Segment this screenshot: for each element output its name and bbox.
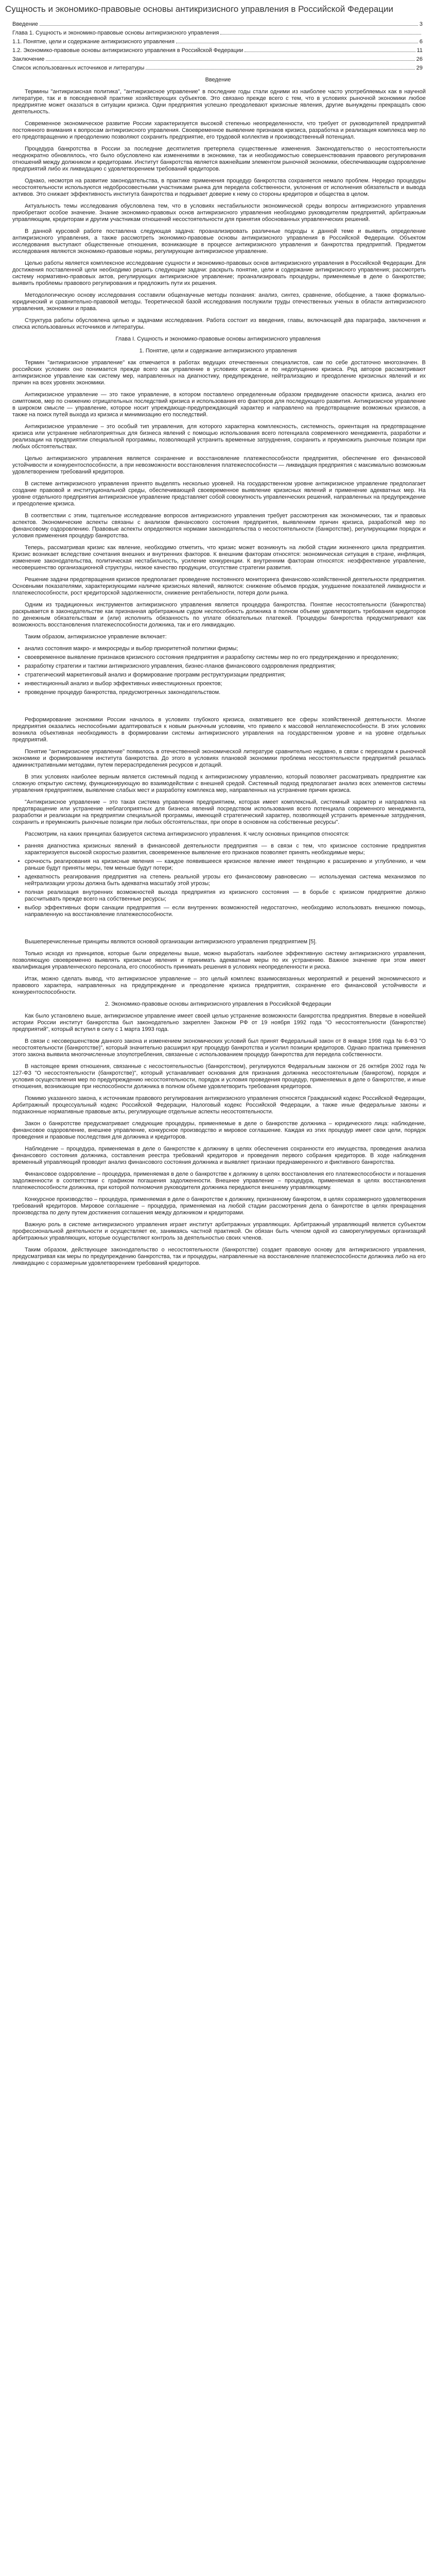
toc-entry-page: 11 (416, 47, 423, 54)
paragraph: "Антикризисное управление – это такая система управления предприятием, которая имеет комплексный, системный характер и направлена на предотвращение или устранение неблагоприятных для бизнеса явлений посредством использования всего потенциала современного менеджмента, разработки и реализации на предприятии специальной программы, имеющей стратегический характер, позволяющей устранить временные затруднения, сохранить и преумножить рыночные позиции при любых обстоятельствах, при опоре в основном на собственные ресурсы". (12, 799, 426, 825)
list-item: • ранняя диагностика кризисных явлений в финансовой деятельности предприятия — в связи с тем, что кризисное состояние предприятия характеризуется высокой скоростью развития, своевременное выявление его признаков позволяет принять необходимые меры; (25, 843, 426, 856)
toc-entry-text: Заключение (12, 56, 45, 62)
bullet-list (25, 843, 426, 918)
paragraph: В настоящее время отношения, связанные с несостоятельностью (банкротством), регулируются Федеральным законом от 26 октября 2002 года № 127-ФЗ "О несостоятельности (банкротстве)", который устанавливает основания для признания должника несостоятельным (банкротом), порядок и условия осуществления мер по предупреждению несостоятельности, порядок и условия проведения процедур, применяемых в деле о банкротстве, и иные отношения, возникающие при неспособности должника в полном объеме удовлетворить требования кредиторов. (12, 1063, 426, 1090)
paragraph: Вышеперечисленные принципы являются основой организации антикризисного управления предприятием [5]. (25, 939, 317, 945)
paragraph: Итак, можно сделать вывод, что антикризисное управление – это целый комплекс взаимосвязанных мероприятий и решений экономического и правового характера, направленных на предупреждение и преодоление кризиса предприятия, сохранение его финансовой устойчивости и конкурентоспособности. (12, 976, 426, 995)
toc-leader (46, 60, 414, 61)
document-title: Сущность и экономико-правовые основы антикризисного управления в Российской Федерации (5, 4, 394, 14)
toc-entry-text: 1.2. Экономико-правовые основы антикризисного управления в Российской Федерации (12, 47, 243, 54)
table-of-contents (12, 21, 423, 72)
paragraph: Решение задачи предотвращения кризисов предполагает проведение постоянного мониторинга финансово-хозяйственной деятельности предприятия. Основными показателями, характеризующими наличие кризисных явлений, являются: снижение объемов продаж, ухудшение показателей ликвидности и платежеспособности, рост кредиторской задолженности, снижение рентабельности, потеря доли рынка. (12, 577, 426, 596)
paragraph: Важную роль в системе антикризисного управления играет институт арбитражных управляющих. Арбитражный управляющий является субъектом профессиональной деятельности и осуществляет ее, занимаясь частной практикой. Он обязан быть членом одной из саморегулируемых организаций арбитражных управляющих, которые осуществляют контроль за деятельностью своих членов. (12, 1222, 426, 1241)
list-item: • анализ состояния макро- и микросреды и выбор приоритетной политики фирмы; (25, 646, 426, 652)
chapter-heading: Глава I. Сущность и экономико-правовые основы антикризисного управления (115, 336, 321, 342)
paragraph: Финансовое оздоровление – процедура, применяемая в деле о банкротстве к должнику в целях восстановления его платежеспособности и погашения задолженности в соответствии с графиком погашения задолженности. Внешнее управление – процедура, применяемая в целях восстановления платежеспособности должника, при которой полномочия руководителя должника передаются внешнему управляющему. (12, 1171, 426, 1191)
document-page (0, 0, 436, 1267)
paragraph: Структура работы обусловлена целью и задачами исследования. Работа состоит из введения, главы, включающей два параграфа, заключения и списка использованных источников и литературы. (12, 317, 426, 330)
list-item: • выбор эффективных форм санации предприятия — если внутренних возможностей недостаточно, необходимо использовать внешнюю помощь, направленную на восстановление платежеспособности. (25, 905, 426, 918)
list-item: • срочность реагирования на кризисные явления — каждое появившееся кризисное явление имеет тенденцию к расширению и углублению, и чем раньше будут приняты меры, тем меньше будут потери; (25, 858, 426, 872)
paragraph: Закон о банкротстве предусматривает следующие процедуры, применяемые в деле о банкротстве должника – юридического лица: наблюдение, финансовое оздоровление, внешнее управление, конкурсное производство и мировое соглашение. Каждая из этих процедур имеет свои цели, порядок проведения и правовые последствия для должника и кредиторов. (12, 1121, 426, 1140)
toc-entry-text: Глава 1. Сущность и экономико-правовые основы антикризисного управления (12, 30, 219, 36)
bullet-list (25, 646, 426, 696)
toc-leader (220, 34, 421, 35)
paragraph: Антикризисное управление – это особый тип управления, для которого характерна комплексность, системность, ориентация на предотвращение кризиса или устранение неблагоприятных для бизнеса явлений с помощью использования всего потенциала современного менеджмента, разработки и реализации на предприятии специальной программы, позволяющей устранить временные затруднения, сохранить и преумножить рыночные позиции при любых обстоятельствах. (12, 423, 426, 450)
list-item: • разработку стратегии и тактики антикризисного управления, бизнес-планов финансового оздоровления предприятия; (25, 663, 426, 670)
section-heading: 1. Понятие, цели и содержание антикризисного управления (139, 348, 297, 354)
toc-entry-text: Список использованных источников и литературы (12, 65, 145, 71)
toc-entry-page: 29 (416, 65, 423, 71)
toc-entry[interactable] (12, 47, 423, 54)
paragraph: Современное экономическое развитие России характеризуется высокой степенью неопределенности, что требует от руководителей предприятий постоянного внимания к вопросам антикризисного управления. Своевременное выявление признаков кризиса, разработка и реализация комплекса мер по его предотвращению и преодолению позволяют сохранить предприятие, его трудовой коллектив и производственный потенциал. (12, 121, 426, 140)
paragraph: Помимо указанного закона, к источникам правового регулирования антикризисного управления относятся Гражданский кодекс Российской Федерации, Арбитражный процессуальный кодекс Российской Федерации, Налоговый кодекс Российской Федерации, а также иные федеральные законы и подзаконные нормативные правовые акты, регулирующие отдельные аспекты несостоятельности. (12, 1095, 426, 1115)
paragraph: Одним из традиционных инструментов антикризисного управления является процедура банкротства. Понятие несостоятельности (банкротства) раскрывается в законодательстве как признанная арбитражным судом неспособность должника в полном объеме удовлетворить требования кредиторов по денежным обязательствам и (или) исполнить обязанность по уплате обязательных платежей. Процедуры банкротства предусматривают как возможность восстановления платежеспособности должника, так и его ликвидацию. (12, 602, 426, 628)
toc-entry-text: Введение (12, 21, 38, 27)
list-item: • полная реализация внутренних возможностей выхода предприятия из кризисного состояния — в борьбе с кризисом предприятие должно рассчитывать прежде всего на собственные ресурсы; (25, 889, 426, 903)
paragraph: Методологическую основу исследования составили общенаучные методы познания: анализ, синтез, сравнение, обобщение, а также формально-юридический и сравнительно-правовой методы. Теоретической базой исследования послужили труды отечественных ученых в области антикризисного управления, экономики и права. (12, 292, 426, 312)
toc-entry[interactable] (12, 56, 423, 63)
paragraph: Рассмотрим, на каких принципах базируется система антикризисного управления. К числу основных принципов относятся: (25, 831, 350, 837)
paragraph: Наблюдение – процедура, применяемая в деле о банкротстве к должнику в целях обеспечения сохранности его имущества, проведения анализа финансового состояния должника, составления реестра требований кредиторов и проведения первого собрания кредиторов. В ходе наблюдения временный управляющий проводит анализ финансового состояния должника и выявляет признаки преднамеренного и фиктивного банкротства. (12, 1146, 426, 1165)
paragraph: Термин "антикризисное управление" как отмечается в работах ведущих отечественных специалистов, сам по себе достаточно многозначен. В российских условиях оно понимается прежде всего как управление в условиях кризиса и по недопущению кризиса. Ряд авторов рассматривают антикризисное управление как систему мер, направленных на диагностику, предупреждение, нейтрализацию и преодоление кризисных явлений и их причин на всех уровнях экономики. (12, 360, 426, 386)
toc-entry-page: 3 (419, 21, 423, 27)
paragraph: В этих условиях наиболее верным является системный подход к антикризисному управлению, который позволяет рассматривать предприятие как сложную открытую систему, функционирующую во взаимодействии с внешней средой. Системный подход предполагает анализ всех элементов системы управления предприятием, выявление слабых мест и разработку комплекса мер, направленных на устранение причин кризиса. (12, 774, 426, 793)
list-item: • стратегический маркетинговый анализ и формирование программ реструктуризации предприятия; (25, 672, 426, 679)
toc-leader (146, 69, 414, 70)
toc-entry[interactable] (12, 21, 423, 28)
paragraph: Только исходя из принципов, которые были определены выше, можно выработать наиболее эффективную систему антикризисного управления, позволяющую своевременно выявлять кризисные явления и принимать адекватные меры по их устранению. Важное значение при этом имеет квалификация управленческого персонала, его способность принимать решения в условиях неопределенности и риска. (12, 951, 426, 970)
paragraph: Как было установлено выше, антикризисное управление имеет своей целью устранение возможности банкротства предприятия. Впервые в новейшей истории России институт банкротства был законодательно закреплен Законом РФ от 19 ноября 1992 года "О несостоятельности (банкротстве) предприятий", который вступил в силу с 1 марта 1993 года. (12, 1013, 426, 1032)
list-item: • своевременное выявление признаков кризисного состояния предприятия и разработку системы мер по его предупреждению и преодолению; (25, 654, 426, 661)
spacer (4, 701, 432, 717)
intro-heading: Введение (205, 77, 231, 83)
paragraph: В связи с несовершенством данного закона и изменением экономических условий был принят Федеральный закон от 8 января 1998 года № 6-ФЗ "О несостоятельности (банкротстве)", который значительно расширил круг процедур банкротства и усилил позиции кредиторов. Однако практика применения этого закона выявила многочисленные злоупотребления, связанные с использованием процедур банкротства для передела собственности. (12, 1038, 426, 1058)
paragraph: Актуальность темы исследования обусловлена тем, что в условиях нестабильности экономической среды вопросы антикризисного управления приобретают особое значение. Знание экономико-правовых основ антикризисного управления необходимо руководителям предприятий, арбитражным управляющим, кредиторам и другим участникам отношений несостоятельности для принятия обоснованных управленческих решений. (12, 203, 426, 223)
paragraph: Антикризисное управление — это такое управление, в котором поставлено определенным образом предвидение опасности кризиса, анализ его симптомов, мер по снижению отрицательных последствий кризиса и использования его факторов для последующего развития. Антикризисное управление в широком смысле — управление, которое носит упреждающе-предупреждающий характер и направлено на предотвращение возможных кризисов, а также на поиск путей выхода из кризиса и минимизацию его последствий. (12, 392, 426, 418)
paragraph: Процедура банкротства в России за последние десятилетия претерпела существенные изменения. Законодательство о несостоятельности неоднократно обновлялось, что было обусловлено как изменениями в экономике, так и необходимостью совершенствования правового регулирования отношений между должником и кредиторами. Институт банкротства является важнейшим элементом рыночной экономики, обеспечивающим оздоровление предприятий либо их ликвидацию с удовлетворением требований кредиторов. (12, 146, 426, 172)
list-item: • инвестиционный анализ и выбор эффективных инвестиционных проектов; (25, 681, 426, 687)
paragraph: В системе антикризисного управления принято выделять несколько уровней. На государственном уровне антикризисное управление предполагает создание правовой и институциональной среды, обеспечивающей своевременное выявление кризисных явлений и применение адекватных мер. На уровне отдельного предприятия антикризисное управление представляет собой совокупность управленческих решений, направленных на предупреждение и преодоление кризиса. (12, 481, 426, 507)
paragraph: Однако, несмотря на развитие законодательства, в практике применения процедур банкротства сохраняется немало проблем. Нередко процедуры несостоятельности используются недобросовестными участниками рынка для передела собственности, уклонения от исполнения обязательств и вывода активов. Это снижает эффективность института банкротства и подрывает доверие к нему со стороны кредиторов и общества в целом. (12, 178, 426, 197)
paragraph: В соответствии с этим, тщательное исследование вопросов антикризисного управления требует рассмотрения как экономических, так и правовых аспектов. Экономические аспекты связаны с анализом финансового состояния предприятия, выявлением причин кризиса, разработкой мер по финансовому оздоровлению. Правовые аспекты определяются нормами законодательства о несостоятельности (банкротстве), регулирующими порядок и условия применения процедур банкротства. (12, 513, 426, 539)
paragraph: Целью антикризисного управления является сохранение и восстановление платежеспособности предприятия, обеспечение его финансовой устойчивости и конкурентоспособности, а при невозможности восстановления платежеспособности — ликвидация предприятия с максимально возможным удовлетворением требований кредиторов. (12, 455, 426, 475)
toc-entry-page: 26 (416, 56, 423, 62)
list-item: • проведение процедур банкротства, предусмотренных законодательством. (25, 689, 426, 696)
paragraph: В данной курсовой работе поставлена следующая задача: проанализировать различные подходы к данной теме и выявить определение антикризисного управления, а также рассмотреть экономико-правовые основы антикризисного управления в Российской Федерации. Объектом исследования выступают общественные отношения, возникающие в процессе антикризисного управления и банкротства предприятий. Предметом исследования являются экономико-правовые нормы, регулирующие антикризисное управление. (12, 228, 426, 255)
paragraph: Целью работы является комплексное исследование сущности и экономико-правовых основ антикризисного управления в Российской Федерации. Для достижения поставленной цели необходимо решить следующие задачи: раскрыть понятие, цели и содержание антикризисного управления; рассмотреть систему нормативно-правовых актов, регулирующих антикризисное управление; проанализировать процедуры, применяемые в деле о банкротстве; выявить проблемы правового регулирования и предложить пути их решения. (12, 260, 426, 286)
paragraph: Конкурсное производство – процедура, применяемая в деле о банкротстве к должнику, признанному банкротом, в целях соразмерного удовлетворения требований кредиторов. Мировое соглашение – процедура, применяемая на любой стадии рассмотрения дела о банкротстве в целях прекращения производства по делу путем достижения соглашения между должником и кредиторами. (12, 1196, 426, 1216)
paragraph: Таким образом, действующее законодательство о несостоятельности (банкротстве) создает правовую основу для антикризисного управления, предусматривая как меры по предупреждению банкротства, так и процедуры, направленные на восстановление платежеспособности должника либо на его ликвидацию с соразмерным удовлетворением требований кредиторов. (12, 1247, 426, 1266)
paragraph: Реформирование экономики России началось в условиях глубокого кризиса, охватившего все сферы хозяйственной деятельности. Многие предприятия оказались неспособными адаптироваться к новым рыночным условиям, что привело к массовой неплатежеспособности. В этих условиях возникла объективная необходимость в формировании системы антикризисного управления на государственном уровне и на уровне отдельных предприятий. (12, 717, 426, 743)
paragraph: Термины "антикризисная политика", "антикризисное управление" в последние годы стали одними из наиболее часто употребляемых как в научной литературе, так и в повседневной практике хозяйствующих субъектов. Это связано прежде всего с тем, что в условиях рыночной экономики любое предприятие может оказаться в ситуации кризиса. Одни предприятия успешно преодолевают кризисные явления, другие вынуждены прекращать свою деятельность. (12, 89, 426, 115)
toc-leader (40, 25, 418, 26)
list-item: • адекватность реагирования предприятия на степень реальной угрозы его финансовому равновесию — используемая система механизмов по нейтрализации угрозы должна быть адекватна масштабу этой угрозы; (25, 874, 426, 887)
section-heading: 2. Экономико-правовые основы антикризисного управления в Российской Федерации (104, 1001, 332, 1007)
toc-entry-text: 1.1. Понятие, цели и содержание антикризисного управления (12, 39, 175, 45)
toc-entry[interactable] (12, 30, 423, 37)
paragraph: Таким образом, антикризисное управление включает: (25, 634, 167, 640)
paragraph: Понятие "антикризисное управление" появилось в отечественной экономической литературе сравнительно недавно, в связи с переходом к рыночной экономике и формированием института банкротства. До этого в условиях плановой экономики проблема несостоятельности предприятий решалась административными методами, путем перераспределения ресурсов и дотаций. (12, 749, 426, 768)
toc-entry[interactable] (12, 39, 423, 45)
toc-entry[interactable] (12, 65, 423, 72)
toc-entry-page: 6 (419, 39, 423, 45)
spacer (4, 923, 432, 939)
paragraph: Теперь, рассматривая кризис как явление, необходимо отметить, что кризис может возникнуть на любой стадии жизненного цикла предприятия. Кризис возникает вследствие сочетания внешних и внутренних факторов. К внешним факторам относятся: экономическая ситуация в стране, инфляция, изменение законодательства, политическая нестабильность, усиление конкуренции. К внутренним факторам относятся: неэффективное управление, несовершенство организационной структуры, низкое качество продукции, отсутствие стратегии развития. (12, 545, 426, 571)
